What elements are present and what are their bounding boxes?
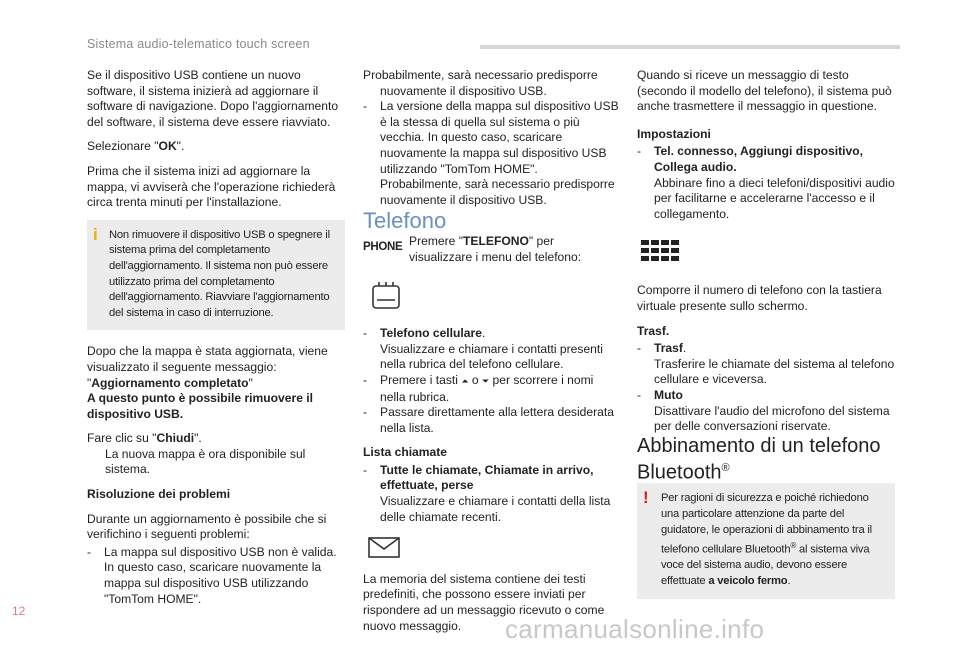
paragraph: La memoria del sistema contiene dei testi predefiniti, che possono essere inviati per rispondere ad un messaggio ricevuto o come nuovo messaggio.	[363, 571, 605, 633]
item-text: Disattivare l'audio del microfono del sistema per delle conversazioni riservate.	[654, 403, 890, 434]
step-text: La nuova mappa è ora disponibile sul sistema.	[105, 446, 306, 477]
keypad-icon	[641, 240, 683, 261]
dash: -	[363, 405, 368, 420]
list-item	[363, 326, 621, 373]
header-title: Sistema audio-telematico touch screen	[87, 37, 310, 51]
list-item	[363, 373, 621, 405]
step-item	[87, 139, 345, 155]
dash: -	[87, 544, 92, 559]
message-bold: A questo punto è possibile rimuovere il dispositivo USB.	[87, 391, 314, 421]
note-text: .	[787, 575, 791, 588]
paragraph	[87, 344, 345, 422]
settings-label: Tel. connesso, Aggiungi dispositivo, Collega audio.	[654, 144, 863, 174]
note-text: Non rimuovere il dispositivo USB o spegnere il sistema prima del completamento dell'aggiornamento. Il sistema non può essere utilizzato prima del completamento dell'aggiornamento. Riavviare l'aggiornamento del sistema in caso di interruzione.	[109, 228, 330, 319]
warning-note	[637, 483, 895, 598]
ok-label: OK	[158, 139, 177, 154]
text: Premere i tasti	[380, 372, 462, 387]
item-text: Abbinare fino a dieci telefoni/dispositivi audio per facilitarne e accelerarne l'accesso e il collegamento.	[654, 175, 895, 221]
step-text: Selezionare "	[87, 139, 159, 154]
text: .	[682, 341, 687, 356]
item-text: Passare direttamente alla lettera desiderata nella lista.	[380, 405, 614, 435]
lista-label: Tutte le chiamate, Chiamate in arrivo, effettuate, perse	[380, 462, 594, 493]
text: per scorrere i nomi nella rubrica.	[380, 372, 594, 404]
note-text: al sistema viva voce del sistema audio, devono essere effettuate	[661, 543, 870, 588]
dash: -	[637, 387, 642, 402]
watermark: carmanualsonline.info	[505, 614, 765, 644]
section-title-telefono: Telefono	[363, 208, 447, 234]
list-item	[363, 463, 621, 525]
arrow-down-icon: ⏷	[481, 375, 490, 386]
dash: -	[363, 99, 368, 114]
text: " per visualizzare i menu del telefono:	[409, 234, 582, 264]
phone-instruction	[363, 234, 621, 265]
section-title-bluetooth	[637, 435, 895, 484]
step-text: Fare clic su "	[87, 431, 157, 446]
column-1	[87, 68, 345, 607]
message-bold: Aggiornamento completato	[91, 375, 249, 390]
step-item	[87, 431, 345, 478]
paragraph: Comporre il numero di telefono con la tastiera virtuale presente sullo schermo.	[637, 283, 882, 313]
item-text: Visualizzare e chiamare i contatti della lista delle chiamate recenti.	[380, 494, 611, 524]
item-text: La versione della mappa sul dispositivo USB è la stessa di quella sul sistema o più vecchia. In questo caso, scaricare nuovamente la mappa sul dispositivo USB utilizzando "TomTom HOME". Probabilmente, sarà necessario predisporre nuovamente il dispositivo USB.	[380, 99, 619, 207]
item-text: La mappa sul dispositivo USB non è valida. In questo caso, scaricare nuovamente la mappa sul dispositivo USB utilizzando "TomTom HOME".	[104, 544, 337, 606]
arrow-up-icon: ⏶	[461, 375, 469, 386]
dash: -	[363, 326, 368, 341]
list-item	[637, 144, 895, 222]
registered-mark: ®	[721, 461, 730, 474]
text: "	[248, 375, 253, 390]
trasf-label: Trasf	[654, 341, 683, 356]
telefono-label: TELEFONO	[463, 234, 529, 249]
chiudi-label: Chiudi	[156, 431, 195, 446]
dash: -	[637, 144, 642, 159]
subheading: Risoluzione dei problemi	[87, 487, 231, 502]
paragraph: Quando si riceve un messaggio di testo (secondo il modello del telefono), il sistema può anche trasmettere il messaggio in questione.	[637, 68, 892, 114]
paragraph: Se il dispositivo USB contiene un nuovo software, il sistema inizierà ad aggiornare il software di navigazione. Dopo l'aggiornamento del software, il sistema deve essere riavviato.	[87, 68, 339, 129]
text: Dopo che la mappa è stata aggiornata, viene visualizzato il seguente messaggio: "	[87, 344, 328, 390]
text: .	[481, 326, 486, 341]
text: Premere "	[409, 234, 464, 249]
dash: -	[363, 462, 368, 477]
list-item	[637, 341, 895, 388]
message-icon	[367, 535, 621, 564]
text: o	[468, 372, 482, 387]
dash: -	[363, 372, 368, 387]
note-bold: a veicolo fermo	[708, 575, 788, 588]
list-item	[363, 405, 621, 436]
phone-button-label: PHONE	[363, 241, 403, 254]
contacts-icon	[367, 278, 621, 317]
step-text: ".	[194, 431, 202, 446]
paragraph: Prima che il sistema inizi ad aggiornare la mappa, vi avviserà che l'operazione richiederà circa trenta minuti per l'installazione.	[87, 163, 336, 210]
dash: -	[637, 341, 642, 356]
list-item	[363, 99, 621, 208]
info-note	[87, 220, 345, 331]
column-2	[363, 68, 621, 643]
page-number: 12	[12, 604, 26, 618]
muto-label: Muto	[654, 387, 683, 402]
item-text: Visualizzare e chiamare i contatti presenti nella rubrica del telefono cellulare.	[380, 341, 603, 372]
title-text: Abbinamento di un telefono Bluetooth	[637, 434, 881, 484]
column-3	[637, 68, 895, 613]
phone-text	[409, 234, 599, 265]
warning-icon: !	[643, 488, 649, 508]
item-text: Trasferire le chiamate del sistema al telefono cellulare e viceversa.	[654, 356, 895, 387]
step-text: ".	[176, 139, 185, 154]
list-item	[87, 545, 345, 607]
info-icon: i	[93, 224, 98, 244]
paragraph: Durante un aggiornamento è possibile che si verifichino i seguenti problemi:	[87, 511, 327, 542]
header-rule	[480, 45, 900, 49]
rubrica-label: Telefono cellulare	[380, 326, 482, 341]
note-text: Per ragioni di sicurezza e poiché richiedono una particolare attenzione da parte del guidatore, le operazioni di abbinamento tra il telefono cellulare Bluetooth	[661, 492, 872, 556]
subheading: Trasf.	[637, 323, 670, 338]
subheading: Lista chiamate	[363, 445, 448, 460]
subheading: Impostazioni	[637, 126, 711, 141]
registered-mark: ®	[790, 541, 797, 551]
list-item	[637, 388, 895, 435]
continued-text: Probabilmente, sarà necessario predisporre nuovamente il dispositivo USB.	[363, 68, 598, 98]
